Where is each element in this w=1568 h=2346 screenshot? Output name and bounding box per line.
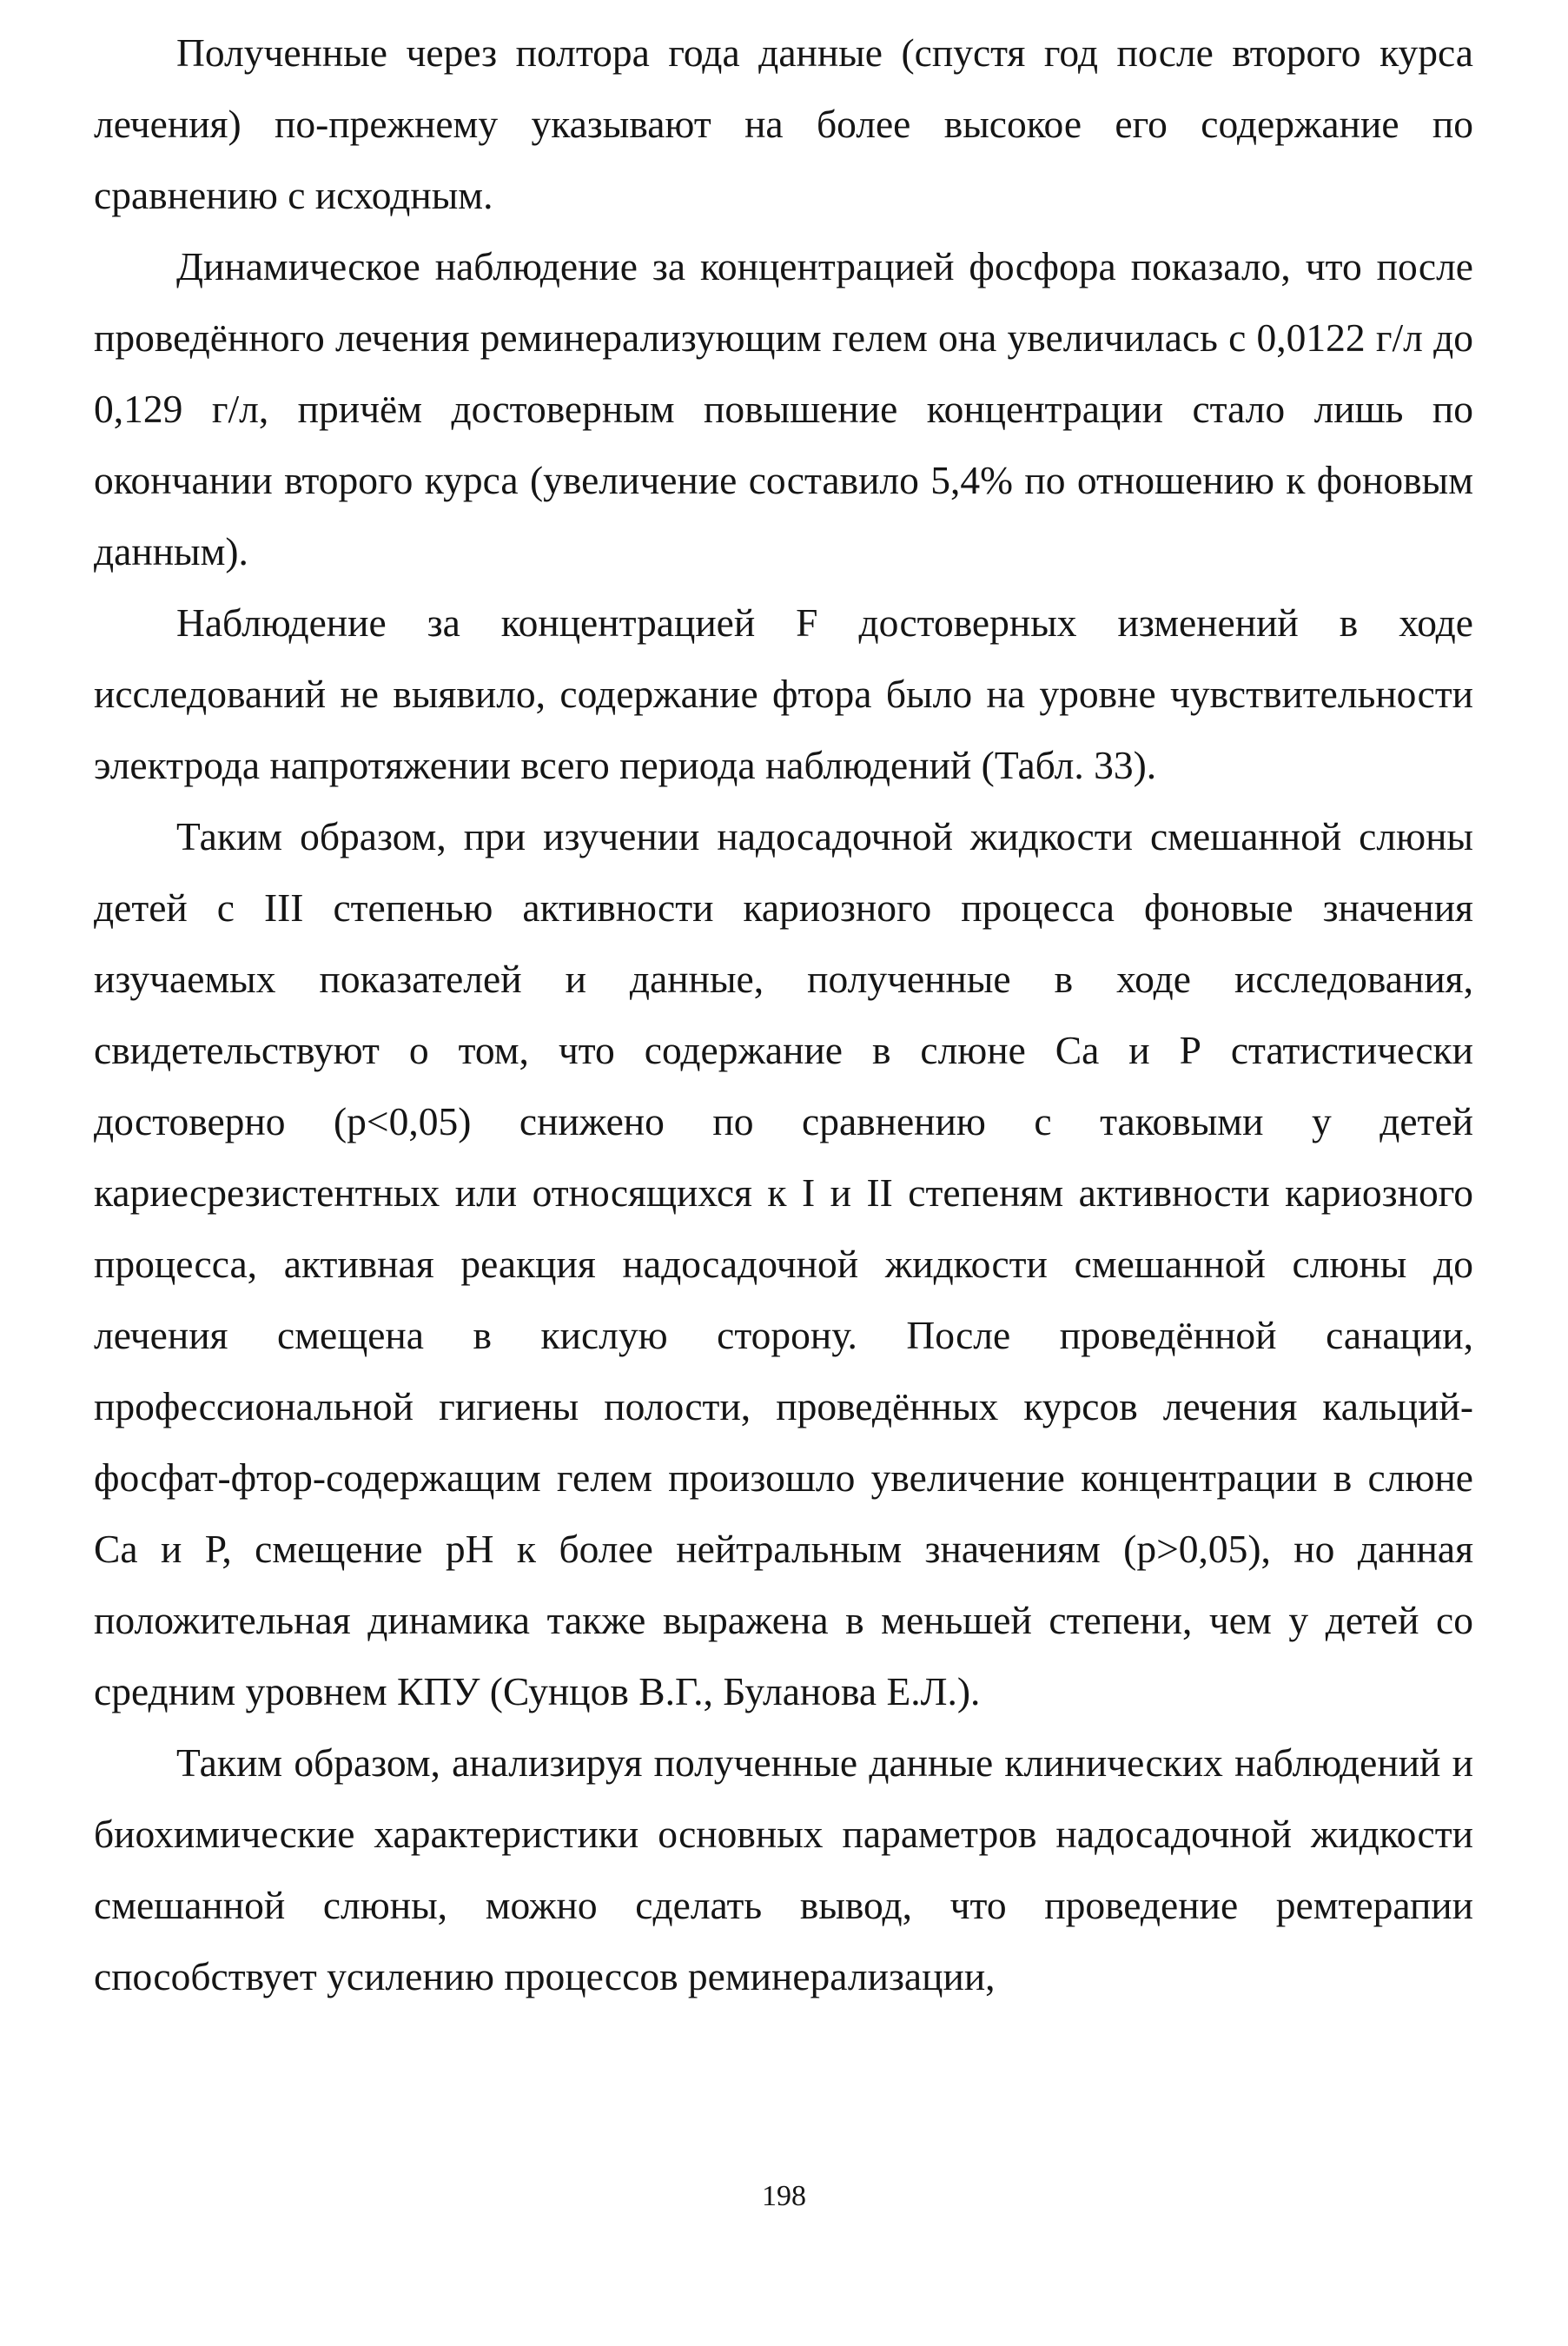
paragraph-salivary-calcium-followup: Полученные через полтора года данные (спустя год после второго курса лечения) по-прежнему указывают на более высокое его содержание по сравнению с исходным. <box>94 30 1473 217</box>
document-page <box>94 17 1473 2012</box>
paragraph-conclusion: Таким образом, анализируя полученные данные клинических наблюдений и биохимические характеристики основных параметров надосадочной жидкости смешанной слюны, можно сделать вывод, что проведение ремтерапии способствует усилению процессов реминерализации, <box>94 1740 1473 1998</box>
paragraph-phosphorus-dynamics: Динамическое наблюдение за концентрацией фосфора показало, что после проведённого лечения реминерализующим гелем она увеличилась с 0,0122 г/л до 0,129 г/л, причём достоверным повышение концентрации стало лишь по окончании второго курса (увеличение составило 5,4% по отношению к фоновым данным). <box>94 244 1473 573</box>
page-number: 198 <box>762 2180 806 2212</box>
paragraph-caries-activity-summary: Таким образом, при изучении надосадочной жидкости смешанной слюны детей с III степенью активности кариозного процесса фоновые значения изучаемых показателей и данные, полученные в ходе исследования, свидетельствуют о том, что содержание в слюне Са и Р статистически достоверно (p<0,05) снижено по сравнению с таковыми у детей кариесрезистентных или относящихся к I и II степеням активности кариозного процесса, активная реакция надосадочной жидкости смешанной слюны до лечения смещена в кислую сторону. После проведённой санации, профессиональной гигиены полости, проведённых курсов лечения кальций-фосфат-фтор-содержащим гелем произошло увеличение концентрации в слюне Са и Р, смещение pH к более нейтральным значениям (p>0,05), но данная положительная динамика также выражена в меньшей степени, чем у детей со средним уровнем КПУ (Сунцов В.Г., Буланова Е.Л.). <box>94 814 1473 1713</box>
paragraph-fluoride-observation: Наблюдение за концентрацией F достоверных изменений в ходе исследований не выявило, содержание фтора было на уровне чувствительности электрода напротяжении всего периода наблюдений (Табл. 33). <box>94 600 1473 787</box>
